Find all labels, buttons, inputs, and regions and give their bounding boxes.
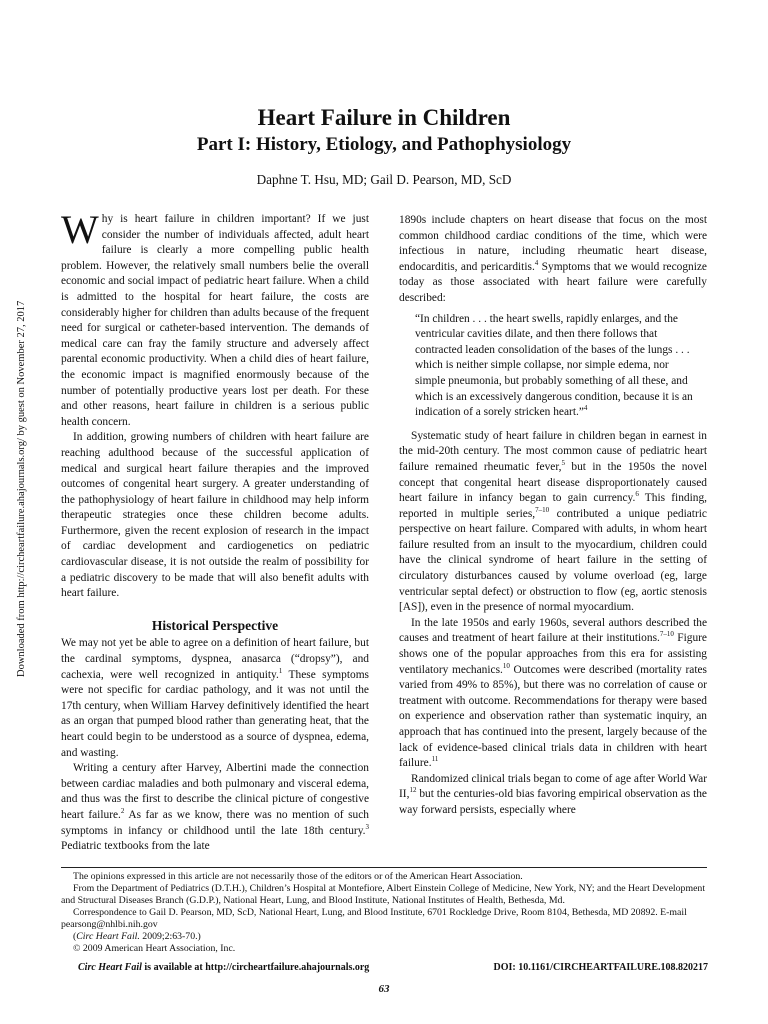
paragraph [61, 761, 369, 855]
text-run: 1890s include chapters on heart disease that focus on the most common childhood cardiac conditions of the time, which were infectious in nature, including rheumatic heart disease, endocarditis, and pericarditis. [399, 214, 707, 273]
footnote-affiliations: From the Department of Pediatrics (D.T.H.), Children’s Hospital at Montefiore, Albert Einstein College of Medicine, New York, NY; and the Heart Development and Structural Diseases Branch (G.D.P.), National Heart, Lung, and Blood Institute, National Institutes of Health, Bethesda, Md. [61, 883, 706, 906]
footnote-correspondence: Correspondence to Gail D. Pearson, MD, ScD, National Heart, Lung, and Blood Institute, 6701 Rockledge Drive, Room 8104, Bethesda, MD 20892. E-mail pearsong@nhlbi.nih.gov [61, 907, 687, 930]
text-run: This finding, reported in multiple series, [399, 492, 707, 520]
citation-details: 2009;2:63-70.) [139, 931, 201, 942]
citation-ref: 6 [635, 490, 639, 499]
journal-url[interactable]: is available at http://circheartfailure.ahajournals.org [141, 962, 370, 973]
citation-ref: 12 [409, 786, 417, 795]
footnotes [61, 871, 707, 955]
right-column [399, 213, 707, 819]
text-run: Symptoms that we would recognize today as those associated with heart failure were carefully described: [399, 260, 707, 304]
paragraph: In addition, growing numbers of children with heart failure are reaching adulthood because of the successful application of medical and surgical heart failure therapies and the improved outcomes of congenital heart surgery. A greater understanding of the pathophysiology of heart failure in childhood may help inform therapeutic strategies once these children become adults. Furthermore, given the recent explosion of research in the impact of cardiac development and cardiogenetics on pediatric cardiovascular disease, it is not outside the realm of possibility for a pediatric discovery to be made that will also benefit adults with heart failure. [61, 431, 369, 600]
text-run: Pediatric textbooks from the late [61, 840, 210, 853]
text-run: but the centuries-old bias favoring empirical observation as the way forward persists, especially where [399, 788, 707, 816]
citation-ref: 10 [502, 661, 510, 670]
citation-ref: 2 [120, 807, 125, 816]
citation-ref: 4 [583, 404, 588, 413]
footnote-copyright: © 2009 American Heart Association, Inc. [73, 943, 236, 954]
footnote-disclaimer: The opinions expressed in this article are not necessarily those of the editors or of the American Heart Association. [73, 871, 523, 882]
article-title: Heart Failure in Children [257, 105, 511, 130]
text-run: contributed a unique pediatric perspective on heart failure. Compared with adults, in whom heart failure resulted from an insult to the myocardium, children could have the clinical syndrome of heart failure in the setting of circulatory disturbances caused by volume overload (eg, large ventricular septal defect) or obstruction to flow (eg, aortic stenosis [AS]), even in the presence of normal myocardium. [399, 507, 707, 614]
citation-ref: 4 [534, 258, 539, 267]
citation-ref: 3 [365, 822, 369, 831]
paragraph [399, 772, 707, 819]
journal-availability [78, 962, 369, 973]
section-heading: Historical Perspective [151, 617, 279, 633]
doi[interactable]: DOI: 10.1161/CIRCHEARTFAILURE.108.820217 [493, 962, 708, 973]
citation-journal: Circ Heart Fail. [76, 931, 140, 942]
text-run: These symptoms were not specific for cardiac pathology, and it was not until the 17th century, when William Harvey definitively identified the heart as an organ that pumped blood rather than generating heat, that the heart could begin to be understood as a source of dyspnea, edema, and wasting. [61, 668, 369, 759]
text-run: Outcomes were described (mortality rates varied from 49% to 85%), but there was no correlation of cause or treatment with outcome. Recommendations for therapy were based on experience and observation rather than systematic inquiry, an approach that has continued into the present, largely because of the lack of evidence-based clinical trials data in children with heart failure. [399, 663, 707, 770]
citation-open: ( [73, 931, 77, 942]
paragraph [399, 429, 707, 616]
text-run: Figure shows one of the popular approaches from this era for assisting ventilatory mechanics. [399, 632, 707, 676]
journal-name: Circ Heart Fail [78, 962, 142, 973]
quote-text: “In children . . . the heart swells, rapidly enlarges, and the ventricular cavities dilate, and then there follows that contracted leaden consolidation of the bases of the lungs . . . which is neither simple collapse, nor simple edema, nor simple pneumonia, but probably something of all these, and which is an excessively dangerous condition, because it is an indication of a sorely stricken heart.” [415, 312, 693, 419]
download-side-note: Downloaded from http://circheartfailure.ahajournals.org/ by guest on November 27, 2017 [16, 300, 27, 677]
text-run: Writing a century after Harvey, Albertini made the connection between cardiac maladies and both pulmonary and visceral edema, and thus was the first to describe the clinical picture of congestive heart failure. [61, 762, 369, 821]
left-column [61, 207, 369, 855]
footnote-citation [61, 931, 707, 943]
footnote-divider [61, 867, 707, 868]
drop-cap: W [61, 207, 99, 252]
text-run: In the late 1950s and early 1960s, several authors described the causes and treatment of heart failure at their institutions. [399, 616, 707, 645]
block-quote [415, 312, 697, 421]
text-run: Systematic study of heart failure in children began in earnest in the mid-20th century. The most common cause of pediatric heart failure remained rheumatic fever, [399, 429, 707, 473]
text-run: Randomized clinical trials began to come of age after World War II, [399, 772, 707, 801]
paragraph [399, 616, 707, 772]
article-subtitle: Part I: History, Etiology, and Pathophysiology [196, 134, 572, 155]
text-run: but in the 1950s the novel concept that congenital heart disease disproportionately caused heart failure in infancy began to gain currency. [399, 460, 707, 505]
paragraph [61, 636, 369, 761]
intro-paragraph [61, 207, 369, 430]
citation-ref: 7–10 [659, 630, 674, 639]
citation-ref: 1 [278, 666, 283, 675]
journal-bar [78, 962, 708, 973]
text-run: We may not yet be able to agree on a definition of heart failure, but the cardinal symptoms, dyspnea, anasarca (“dropsy”), and cachexia, were well recognized in antiquity. [61, 637, 369, 681]
text-run: As far as we know, there was no mention of such symptoms in infancy or childhood until the late 18th century. [61, 808, 369, 837]
page-number: 63 [378, 983, 390, 995]
author-list: Daphne T. Hsu, MD; Gail D. Pearson, MD, ScD [256, 172, 512, 187]
citation-ref: 5 [561, 459, 566, 468]
intro-text: hy is heart failure in children important? If we just consider the number of individuals affected, adult heart failure is clearly a more compelling public health problem. However, the relatively small numbers belie the overall economic and social impact of pediatric heart failure. When a child is admitted to the hospital for heart failure, the costs are considerably higher for children than adults because of the frequent need for surgical or catheter-based intervention. The demands of medical care can fray the family structure and adversely affect parental economic productivity. When a child dies of heart failure, the economic impact is magnified enormously because of the number of potentially productive years lost per death. For these and other reasons, heart failure in children is a serious public health concern. [61, 213, 369, 428]
citation-ref: 7–10 [535, 505, 550, 514]
paragraph [399, 213, 707, 307]
citation-ref: 11 [431, 755, 439, 764]
